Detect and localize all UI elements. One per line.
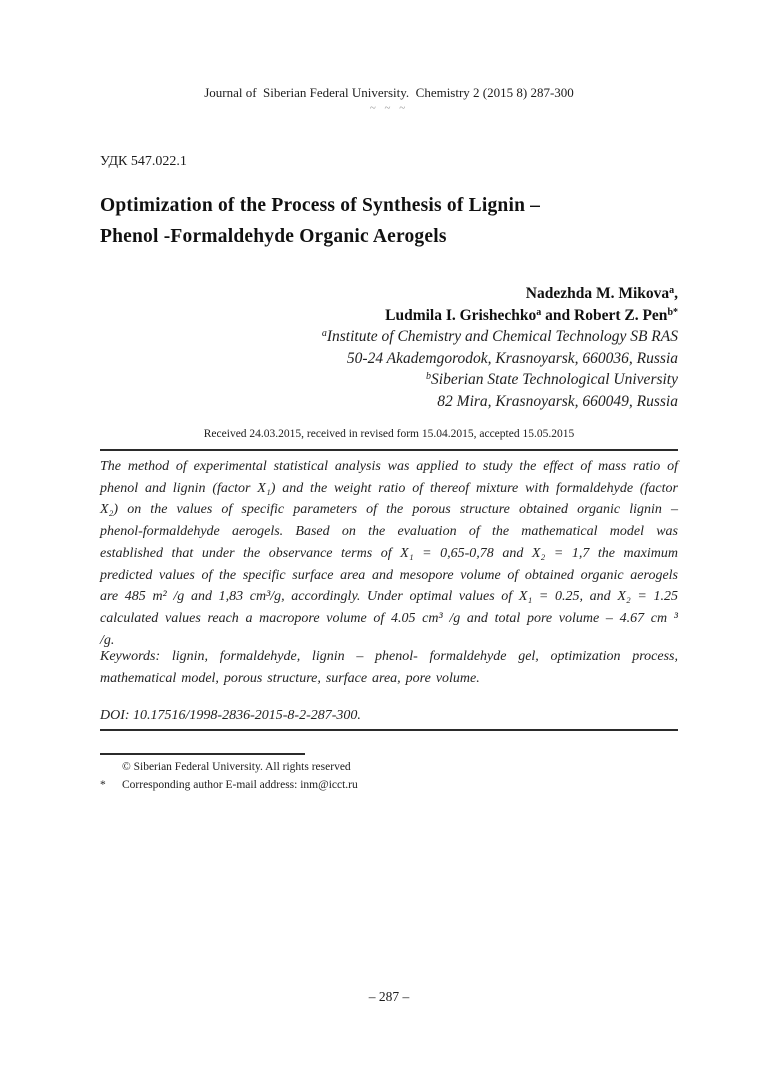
divider-top <box>100 449 678 451</box>
copyright-text: © Siberian Federal University. All rights reserved <box>122 761 351 773</box>
affiliation-line-4 <box>100 391 678 413</box>
footnote-separator-rule <box>100 753 305 755</box>
author-1-superscript: a <box>669 285 675 296</box>
divider-bottom <box>100 729 678 731</box>
article-title <box>100 190 678 252</box>
affiliation-2-text: 50-24 Akademgorodok, Krasnoyarsk, 660036, Russia <box>346 349 678 367</box>
corresponding-author-text: Corresponding author E-mail address: inm@icct.ru <box>122 778 358 791</box>
author-3-name: and Robert Z. Pen <box>541 306 668 324</box>
article-title-line2: Phenol -Formaldehyde Organic Aerogels <box>100 226 447 247</box>
footnote-corresponding <box>100 777 678 795</box>
affiliation-line-1 <box>100 326 678 348</box>
author-2-superscript: a <box>536 306 542 318</box>
author-1-name: Nadezhda M. Mikova <box>525 285 670 302</box>
corresponding-author-marker: * <box>100 778 106 791</box>
author-line-2 <box>100 305 678 327</box>
author-2-name: Ludmila I. Grishechko <box>385 306 537 324</box>
article-title-line1: Optimization of the Process of Synthesis of Lignin – <box>100 195 541 216</box>
author-1-separator: , <box>674 285 678 302</box>
affiliation-3-text: Siberian State Technological University <box>431 371 678 388</box>
footnote-copyright <box>100 759 678 777</box>
received-dates: Received 24.03.2015, received in revised form 15.04.2015, accepted 15.05.2015 <box>203 428 575 440</box>
abstract-text: The method of experimental statistical analysis was applied to study the effect of mass ratio of phenol and lignin (factor X₁) and the weight ratio of thereof mixture with formaldehyde (factor X₂) on the values of specific parameters of the porous structure obtained organic lignin – phenol-formaldehyde aerogels. Based on the evaluation of the mathematical model was established that under the observance terms of X₁ = 0,65-0,78 and X₂ = 1,7 the maximum predicted values of the specific surface area and mesopore volume of obtained organic aerogels are 485 m² /g and 1,83 cm³/g, accordingly. Under optimal values of X₁ = 0.25, and X₂ = 1.25 calculated values reach a macropore volume of 4.05 cm³ /g and total pore volume – 4.67 cm ³ /g. <box>100 459 678 648</box>
affiliation-1-text: Institute of Chemistry and Chemical Technology SB RAS <box>326 328 678 345</box>
author-3-superscript: b* <box>667 306 678 318</box>
affiliation-3-superscript: b <box>426 371 432 382</box>
journal-header: Journal of Siberian Federal University. Chemistry 2 (2015 8) 287-300 <box>204 85 574 100</box>
authors-block <box>100 283 678 412</box>
ornament-tildes: ~ ~ ~ <box>369 102 409 114</box>
affiliation-4-text: 82 Mira, Krasnoyarsk, 660049, Russia <box>437 392 678 410</box>
udc-code: УДК 547.022.1 <box>100 154 187 169</box>
author-line-1 <box>100 283 678 305</box>
affiliation-1-superscript: a <box>321 328 327 339</box>
keywords-text: Keywords: lignin, formaldehyde, lignin – phenol- formaldehyde gel, optimization process, mathematical model, porous structure, surface area, pore volume. <box>100 649 678 686</box>
affiliation-line-2 <box>100 348 678 370</box>
doi-text: DOI: 10.17516/1998-2836-2015-8-2-287-300. <box>100 708 361 723</box>
page-number: – 287 – <box>368 989 410 1004</box>
affiliation-line-3 <box>100 369 678 391</box>
footnote-block <box>100 759 678 794</box>
